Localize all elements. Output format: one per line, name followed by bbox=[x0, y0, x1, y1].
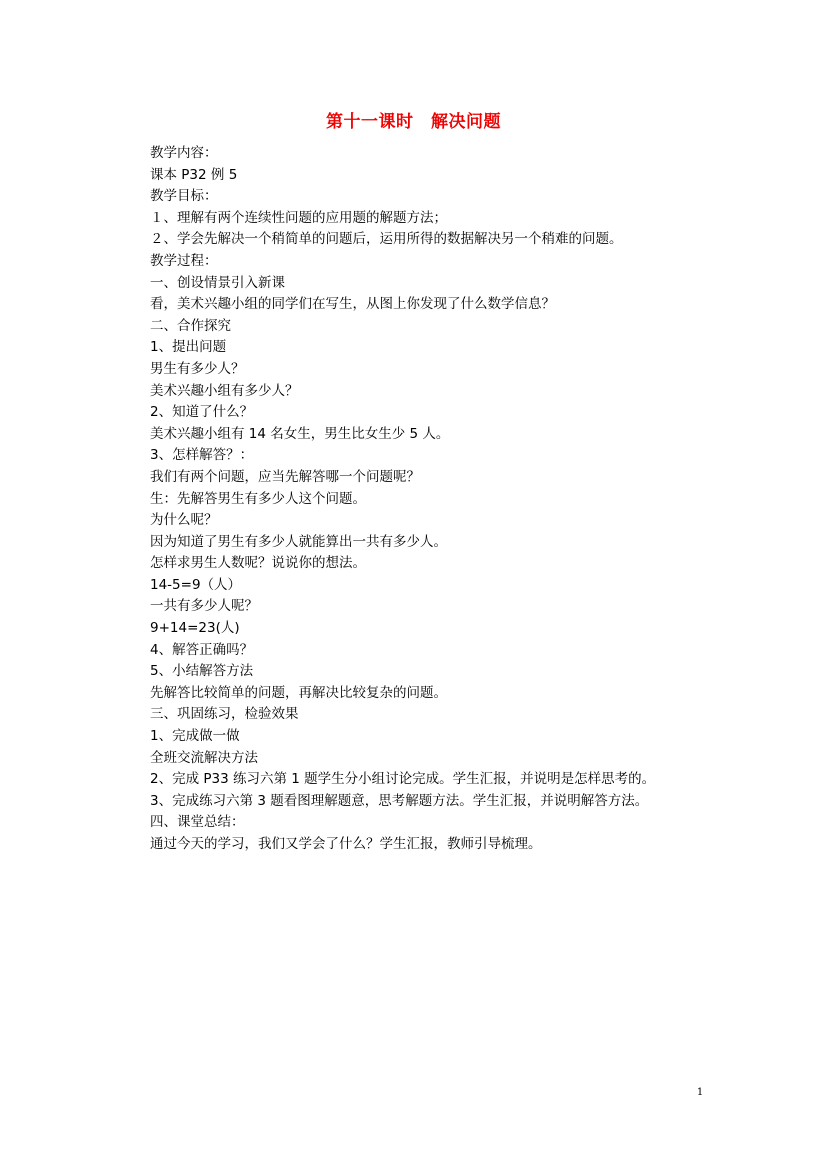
body-line: １、理解有两个连续性问题的应用题的解题方法； bbox=[150, 209, 447, 226]
body-line: 为什么呢？ bbox=[150, 512, 218, 529]
body-line: 怎样求男生人数呢？说说你的想法。 bbox=[150, 555, 366, 572]
body-line: 看，美术兴趣小组的同学们在写生，从图上你发现了什么数学信息？ bbox=[150, 296, 555, 313]
body-line: ２、学会先解决一个稍简单的问题后，运用所得的数据解决另一个稍难的问题。 bbox=[150, 231, 623, 248]
body-line: 14-5=9（人） bbox=[150, 576, 242, 593]
document-body bbox=[150, 143, 770, 856]
body-line: 因为知道了男生有多少人就能算出一共有多少人。 bbox=[150, 533, 447, 550]
body-line: 2、完成 P33 练习六第 1 题学生分小组讨论完成。学生汇报，并说明是怎样思考的。 bbox=[150, 771, 656, 788]
body-line: 4、解答正确吗？ bbox=[150, 641, 254, 658]
body-line: 美术兴趣小组有多少人？ bbox=[150, 382, 299, 399]
body-line: 通过今天的学习，我们又学会了什么？学生汇报，教师引导梳理。 bbox=[150, 836, 542, 852]
body-line: 9+14=23(人) bbox=[150, 620, 240, 637]
body-line: 先解答比较简单的问题，再解决比较复杂的问题。 bbox=[150, 684, 447, 701]
body-line: 3、怎样解答？： bbox=[150, 447, 254, 464]
body-line: 二、合作探究 bbox=[150, 317, 231, 334]
body-line: 1、完成做一做 bbox=[150, 728, 240, 745]
body-line: 三、巩固练习，检验效果 bbox=[150, 706, 299, 723]
body-line: 1、提出问题 bbox=[150, 339, 227, 356]
body-line: 男生有多少人？ bbox=[150, 360, 245, 377]
body-line: 我们有两个问题，应当先解答哪一个问题呢？ bbox=[150, 468, 420, 485]
body-line: 全班交流解决方法 bbox=[150, 749, 258, 766]
body-line: 3、完成练习六第 3 题看图理解题意，思考解题方法。学生汇报，并说明解答方法。 bbox=[150, 792, 649, 809]
body-line: 美术兴趣小组有 14 名女生，男生比女生少 5 人。 bbox=[150, 425, 450, 442]
body-line: 教学过程： bbox=[150, 252, 218, 269]
body-line: 5、小结解答方法 bbox=[150, 663, 254, 680]
body-line: 四、课堂总结： bbox=[150, 814, 245, 831]
document-title: 第十一课时 解决问题 bbox=[326, 112, 501, 132]
body-line: 课本 P32 例 5 bbox=[150, 166, 238, 183]
page-number: 1 bbox=[696, 1087, 704, 1098]
body-line: 2、知道了什么？ bbox=[150, 404, 254, 421]
body-line: 一共有多少人呢？ bbox=[150, 598, 258, 615]
body-line: 教学内容： bbox=[150, 145, 218, 161]
body-line: 一、创设情景引入新课 bbox=[150, 274, 285, 291]
body-line: 生：先解答男生有多少人这个问题。 bbox=[150, 490, 366, 507]
body-line: 教学目标： bbox=[150, 188, 218, 205]
